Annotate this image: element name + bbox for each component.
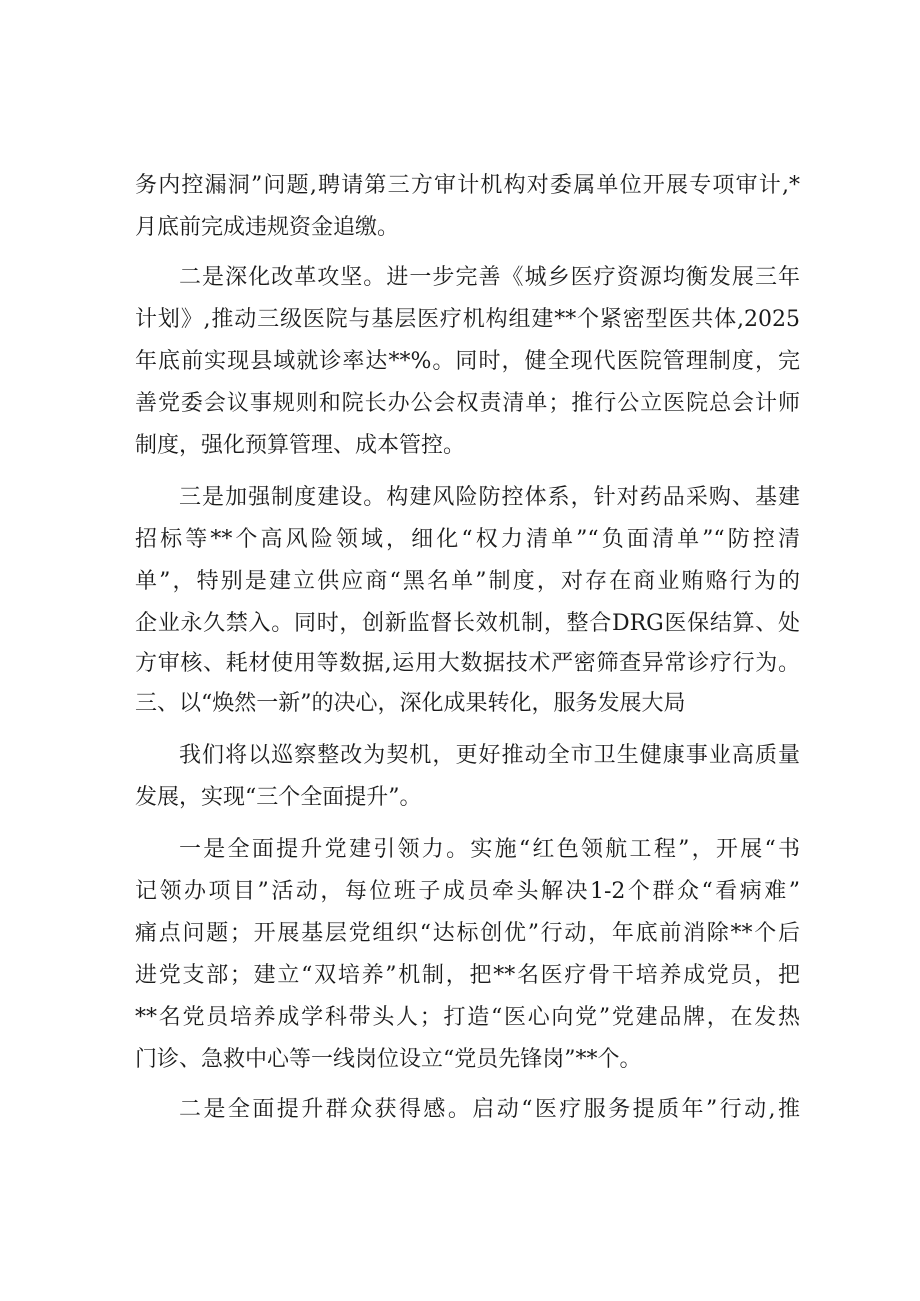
text-line: **名党员培养成学科带头人；打造“医心向党”党建品牌，在发热	[135, 1005, 800, 1030]
text-line: 务内控漏洞”问题,聘请第三方审计机构对委属单位开展专项审计,*	[135, 173, 800, 198]
text-line: 记领办项目”活动，每位班子成员牵头解决1-2个群众“看病难”	[135, 879, 800, 904]
text-line: 月底前完成违规资金追缴。	[135, 215, 400, 240]
paragraph-heading-line: 二是全面提升群众获得感。启动“医疗服务提质年”行动,推	[179, 1097, 800, 1122]
paragraph-heading-line: 二是深化改革攻坚。进一步完善《城乡医疗资源均衡发展三年	[179, 265, 800, 290]
paragraph-heading-line: 一是全面提升党建引领力。实施“红色领航工程”，开展“书	[179, 837, 800, 862]
text-line: 门诊、急救中心等一线岗位设立“党员先锋岗”**个。	[135, 1047, 642, 1072]
section-heading: 三、以“焕然一新”的决心，深化成果转化，服务发展大局	[135, 691, 686, 716]
text-line: 招标等**个高风险领域，细化“权力清单”“负面清单”“防控清	[135, 527, 800, 552]
text-line: 计划》,推动三级医院与基层医疗机构组建**个紧密型医共体,2025	[135, 307, 800, 332]
text-line: 善党委会议事规则和院长办公会权责清单；推行公立医院总会计师	[135, 391, 800, 416]
text-line: 企业永久禁入。同时，创新监督长效机制，整合DRG医保结算、处	[135, 611, 800, 636]
text-line: 制度，强化预算管理、成本管控。	[135, 433, 466, 458]
text-line: 方审核、耗材使用等数据,运用大数据技术严密筛查异常诊疗行为。	[135, 651, 800, 676]
text-line: 进党支部；建立“双培养”机制，把**名医疗骨干培养成党员，把	[135, 963, 800, 988]
text-line: 我们将以巡察整改为契机，更好推动全市卫生健康事业高质量	[179, 743, 800, 768]
text-line: 单”，特别是建立供应商“黑名单”制度，对存在商业贿赂行为的	[135, 569, 800, 594]
text-line: 年底前实现县域就诊率达**%。同时，健全现代医院管理制度，完	[135, 349, 800, 374]
text-line: 痛点问题；开展基层党组织“达标创优”行动，年底前消除**个后	[135, 921, 800, 946]
text-line: 发展，实现“三个全面提升”。	[135, 785, 422, 810]
paragraph-heading-line: 三是加强制度建设。构建风险防控体系，针对药品采购、基建	[179, 485, 800, 510]
